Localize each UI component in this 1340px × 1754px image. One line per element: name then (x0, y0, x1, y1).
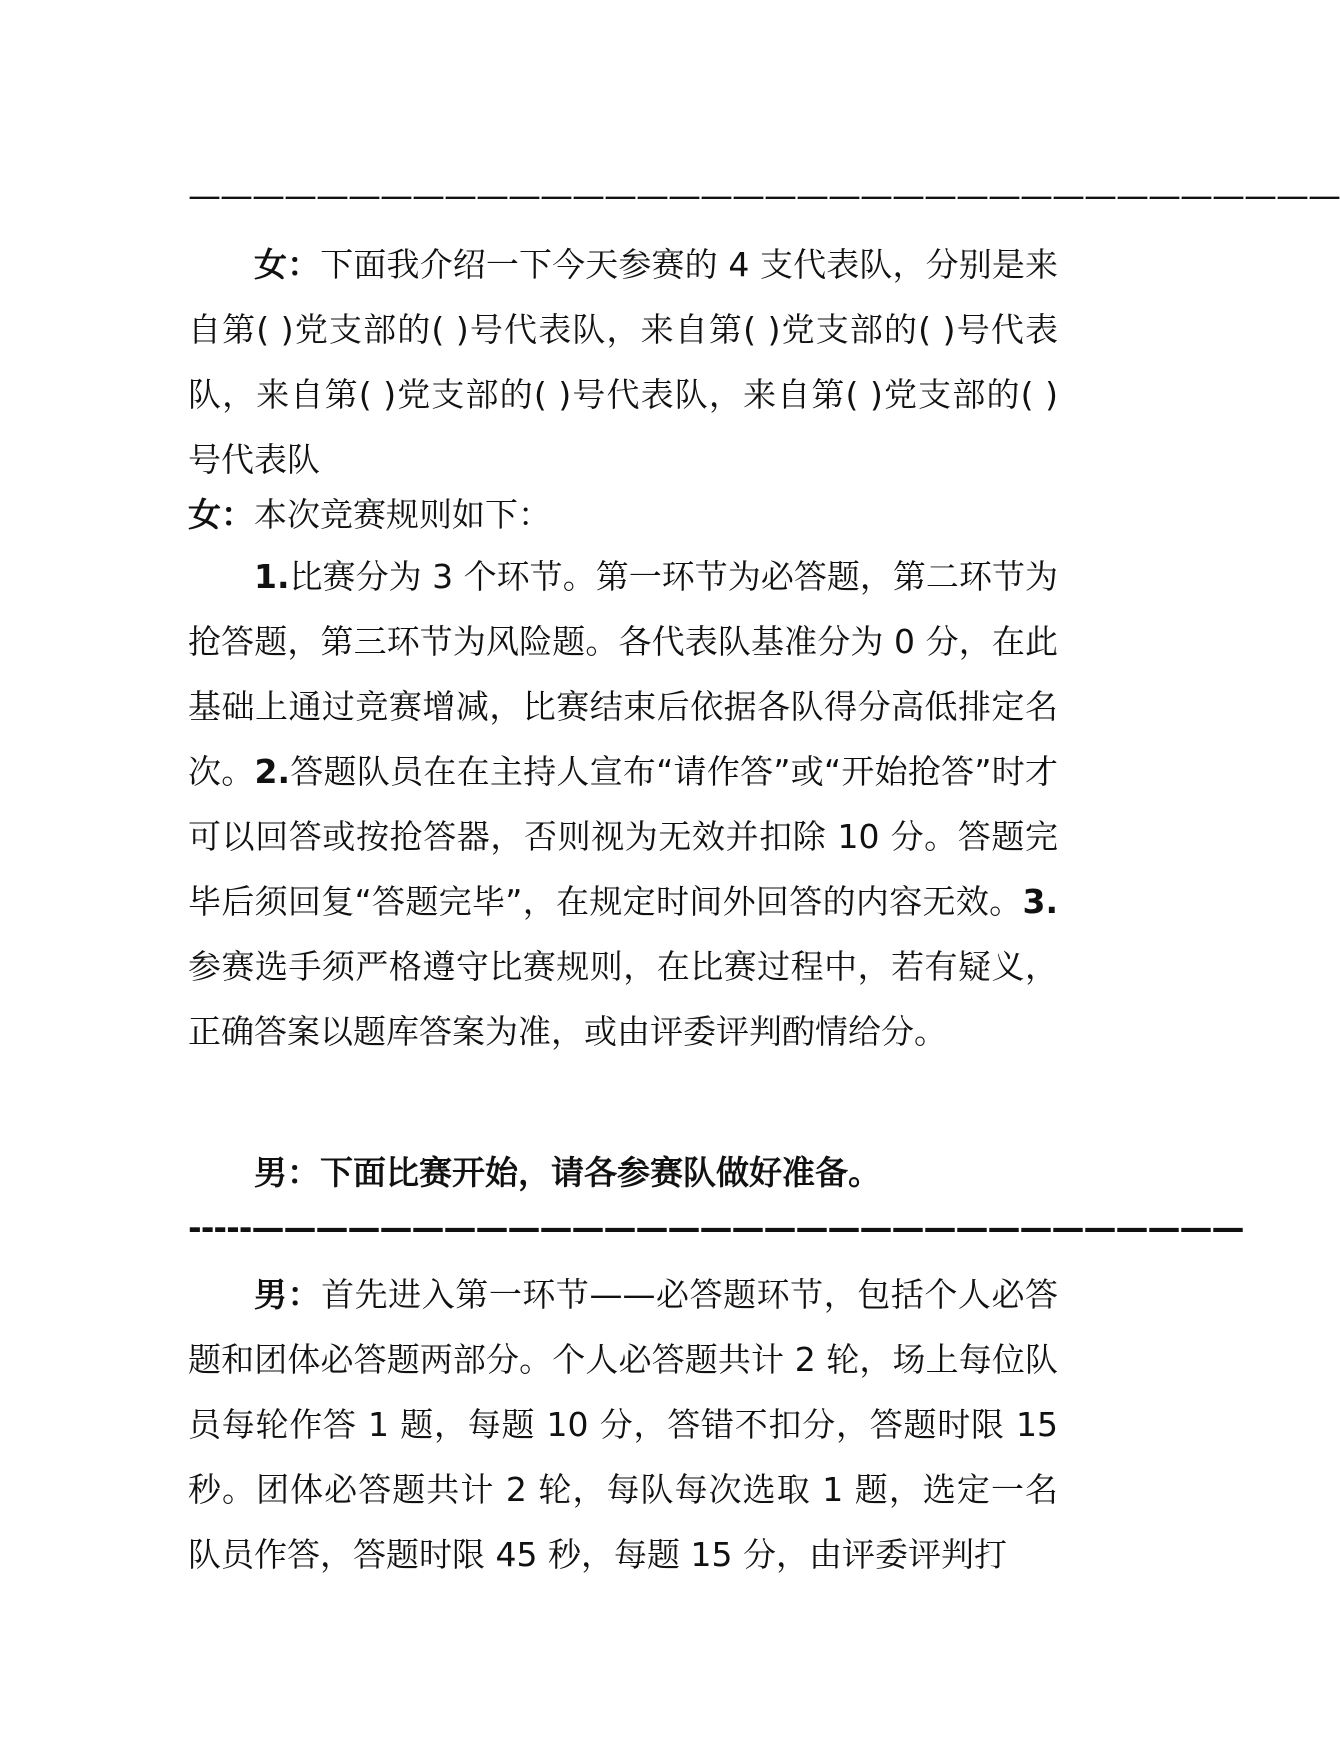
paragraph-text: 本次竞赛规则如下： (254, 495, 551, 534)
rule-text: 比赛分为 3 个环节。第一环节为必答题，第二环节为抢答题，第三环节为风险题。各代表队基准分为 0 分，在此基础上通过竞赛增减，比赛结束后依据各队得分高低排定名次。 (188, 557, 1058, 791)
document-page (188, 0, 1340, 1754)
paragraph-rules (188, 544, 1058, 1064)
speaker-label: 女： (254, 245, 321, 284)
speaker-label: 男： (254, 1275, 322, 1314)
rule-number: 2. (254, 752, 291, 791)
paragraph-text: 下面我介绍一下今天参赛的 4 支代表队，分别是来自第( )党支部的( )号代表队，来自第( )党支部的( )号代表队，来自第( )党支部的( )号代表队，来自第( )党支部的( )号代表队 (188, 245, 1059, 479)
rule-text: 答题队员在在主持人宣布“请作答”或“开始抢答”时才可以回答或按抢答器，否则视为无效并扣除 10 分。答题完毕后须回复“答题完毕”，在规定时间外回答的内容无效。 (188, 752, 1058, 921)
paragraph-text: 首先进入第一环节——必答题环节，包括个人必答题和团体必答题两部分。个人必答题共计 2 轮，场上每位队员每轮作答 1 题，每题 10 分，答错不扣分，答题时限 15 秒。团体必答题共计 2 轮，每队每次选取 1 题，选定一名队员作答，答题时限 45 秒，每题 15 分，由评委评判打 (188, 1275, 1059, 1574)
rule-number: 3. (1022, 882, 1058, 921)
divider-line: -----——————————————————————————————— (188, 1208, 1244, 1247)
divider-line: ———————————————————————————————————— (188, 176, 1340, 215)
paragraph-start (188, 1140, 1058, 1205)
rule-text: 参赛选手须严格遵守比赛规则，在比赛过程中，若有疑义，正确答案以题库答案为准，或由评委评判酌情给分。 (188, 947, 1058, 1051)
rule-number: 1. (254, 557, 290, 596)
speaker-label: 女： (188, 495, 254, 534)
speaker-label: 男： (254, 1153, 320, 1192)
paragraph-round-one (188, 1262, 1058, 1587)
paragraph-text: 下面比赛开始，请各参赛队做好准备。 (320, 1153, 881, 1192)
paragraph-rules-heading (188, 490, 1058, 540)
paragraph-team-intro (188, 232, 1058, 492)
